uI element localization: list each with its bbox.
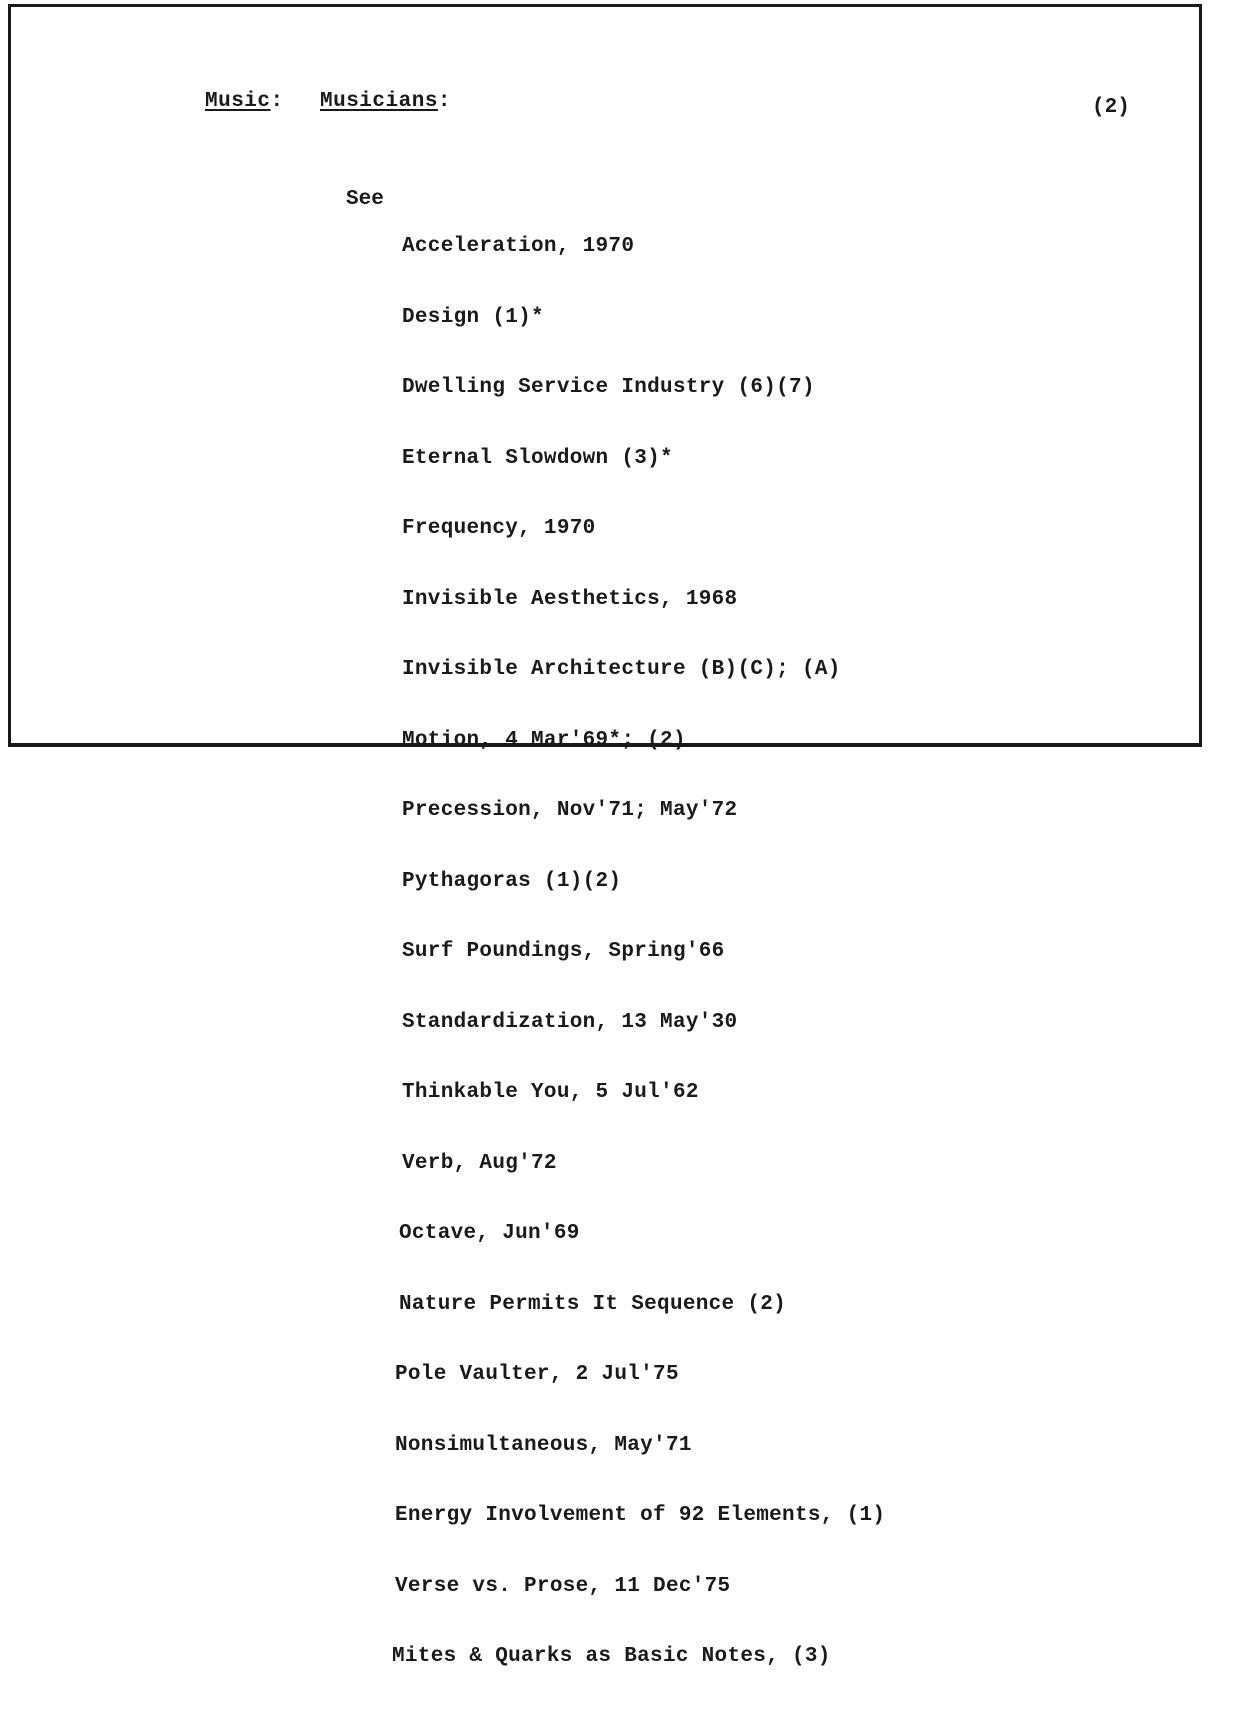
topic-label: Music [205, 90, 271, 113]
reference-item: Nonsimultaneous, May'71 [395, 1433, 692, 1457]
reference-list [392, 188, 886, 1716]
reference-item: Design (1)* [402, 305, 544, 329]
reference-item: Nature Permits It Sequence (2) [399, 1292, 787, 1316]
reference-item: Standardization, 13 May'30 [402, 1010, 738, 1034]
subtopic-separator: : [437, 90, 452, 113]
reference-item: Invisible Architecture (B)(C); (A) [402, 658, 841, 681]
reference-item: Octave, Jun'69 [399, 1222, 580, 1245]
reference-item: Verse vs. Prose, 11 Dec'75 [395, 1574, 731, 1598]
topic-separator: : [270, 90, 284, 113]
topic-heading [205, 90, 284, 113]
reference-item: Surf Poundings, Spring'66 [402, 940, 725, 963]
reference-item: Pole Vaulter, 2 Jul'75 [395, 1363, 679, 1386]
reference-item: Precession, Nov'71; May'72 [402, 799, 738, 822]
reference-item: Mites & Quarks as Basic Notes, (3) [392, 1645, 831, 1668]
reference-item: Thinkable You, 5 Jul'62 [402, 1081, 699, 1104]
reference-item: Frequency, 1970 [402, 517, 596, 540]
reference-item: Motion, 4 Mar'69*; (2) [402, 728, 686, 752]
reference-item: Acceleration, 1970 [402, 235, 635, 258]
reference-item: Invisible Aesthetics, 1968 [402, 587, 738, 611]
subtopic-heading [320, 90, 451, 113]
reference-item: Eternal Slowdown (3)* [402, 446, 673, 470]
reference-item: Verb, Aug'72 [402, 1151, 557, 1175]
reference-item: Dwelling Service Industry (6)(7) [402, 376, 815, 399]
reference-item: Energy Involvement of 92 Elements, (1) [395, 1504, 886, 1527]
reference-item: Pythagoras (1)(2) [402, 869, 622, 893]
card-page-number: (2) [1092, 96, 1130, 119]
subtopic-label: Musicians [320, 90, 438, 113]
see-label: See [346, 188, 384, 211]
